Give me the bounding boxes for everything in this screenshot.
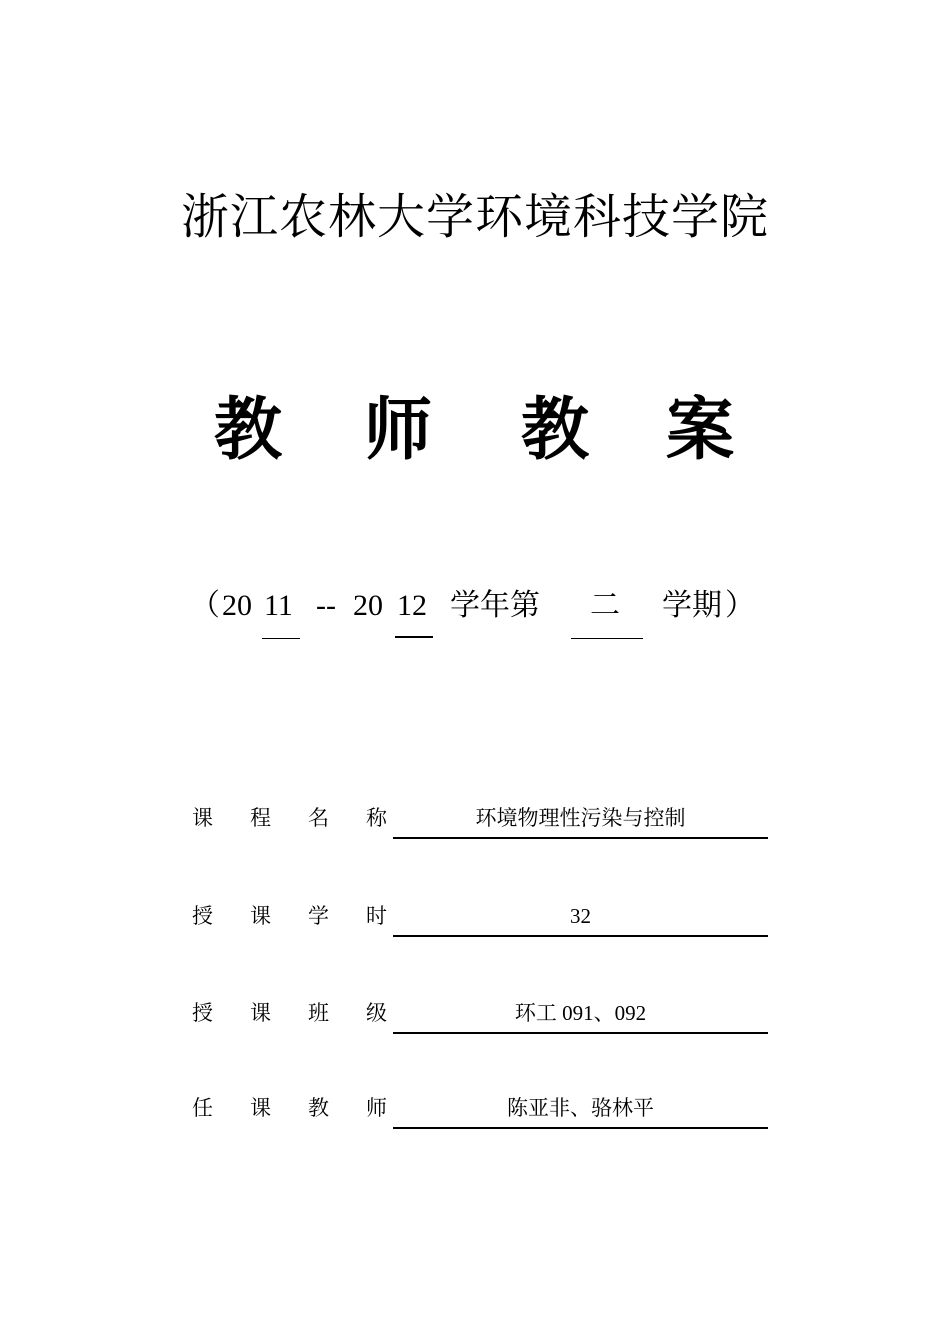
- title-char-1: 教: [213, 390, 282, 470]
- term-close-paren: ）: [725, 589, 755, 622]
- term-open-paren: （: [190, 589, 220, 622]
- title-char-4: 案: [665, 390, 734, 470]
- teaching-hours-row: [0, 896, 950, 946]
- title-char-3: 教: [520, 390, 589, 470]
- course-name-label: 课 程 名 称: [192, 806, 387, 830]
- teaching-hours-value: 32: [570, 904, 591, 928]
- teacher-row: [0, 1088, 950, 1138]
- course-name-underline: [393, 837, 768, 839]
- class-label: 授 课 班 级: [192, 1001, 387, 1025]
- class-row: [0, 993, 950, 1043]
- term-prefix-end: 20: [353, 589, 383, 622]
- teacher-value: 陈亚非、骆林平: [507, 1096, 654, 1120]
- term-dash: --: [316, 589, 336, 622]
- academic-term-line: [0, 583, 950, 643]
- teaching-hours-underline: [393, 935, 768, 937]
- title-char-2: 师: [363, 390, 432, 470]
- institution-title: 浙江农林大学环境科技学院: [180, 189, 769, 245]
- teaching-hours-label: 授 课 学 时: [192, 904, 387, 928]
- semester-underline: [571, 638, 643, 639]
- term-year-word: 学年第: [450, 589, 540, 622]
- course-name-row: [0, 798, 950, 848]
- term-semester-word: 学期: [662, 589, 722, 622]
- end-year-underline: [395, 636, 433, 638]
- document-title: [0, 385, 950, 475]
- term-end-year: 12: [397, 589, 427, 622]
- teacher-underline: [393, 1127, 768, 1129]
- start-year-underline: [262, 638, 300, 639]
- teacher-label: 任 课 教 师: [192, 1096, 387, 1120]
- class-value: 环工 091、092: [514, 1001, 647, 1025]
- class-underline: [393, 1032, 768, 1034]
- term-start-year: 11: [264, 589, 293, 622]
- term-prefix-start: 20: [222, 589, 252, 622]
- course-name-value: 环境物理性污染与控制: [475, 806, 686, 830]
- term-semester: 二: [590, 589, 620, 622]
